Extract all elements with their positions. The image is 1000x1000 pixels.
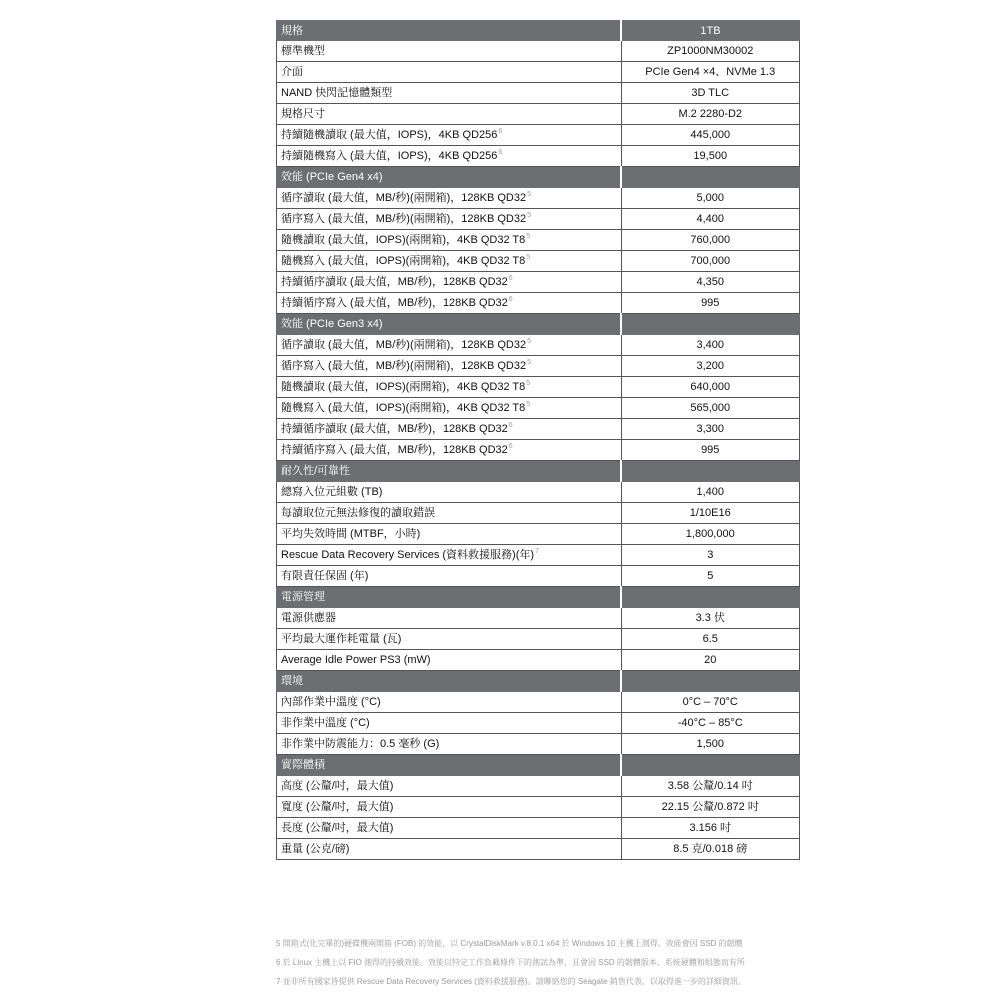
spec-value — [621, 671, 800, 692]
footnote-ref: 6 — [508, 422, 513, 429]
spec-label — [277, 818, 622, 839]
section-title — [277, 314, 622, 335]
spec-value: 3.3 伏 — [621, 608, 800, 629]
spec-row — [277, 335, 800, 356]
spec-value: 995 — [621, 293, 800, 314]
spec-value: 1,500 — [621, 734, 800, 755]
spec-row — [277, 692, 800, 713]
spec-row — [277, 713, 800, 734]
footnote-ref: 5 — [527, 359, 531, 366]
label-text: 隨機讀取 (最大值，IOPS)(兩開箱)，4KB QD32 T8 — [281, 381, 526, 393]
footnote-ref: 6 — [498, 128, 503, 135]
spec-value: M.2 2280-D2 — [621, 104, 800, 125]
section-title — [277, 755, 622, 776]
section-title — [277, 671, 622, 692]
spec-row — [277, 230, 800, 251]
spec-row — [277, 41, 800, 62]
section-header-row — [277, 167, 800, 188]
label-text: 環境 — [281, 675, 303, 687]
label-text: Rescue Data Recovery Services (資料救援服務)(年) — [281, 549, 535, 561]
spec-row — [277, 209, 800, 230]
spec-row — [277, 608, 800, 629]
label-text: 電源管理 — [281, 591, 325, 603]
footnote-ref: 5 — [527, 191, 531, 198]
spec-label — [277, 251, 622, 272]
spec-value: 760,000 — [621, 230, 800, 251]
spec-row — [277, 566, 800, 587]
spec-label — [277, 293, 622, 314]
spec-value — [621, 587, 800, 608]
footnote-ref: 5 — [526, 401, 531, 408]
section-header-row — [277, 21, 800, 41]
spec-row — [277, 650, 800, 671]
spec-label — [277, 713, 622, 734]
spec-label — [277, 272, 622, 293]
spec-value: 700,000 — [621, 251, 800, 272]
spec-row — [277, 482, 800, 503]
spec-value: 640,000 — [621, 377, 800, 398]
spec-value: 3 — [621, 545, 800, 566]
spec-row — [277, 818, 800, 839]
label-text: 每讀取位元無法修復的讀取錯誤 — [281, 507, 435, 519]
spec-label — [277, 482, 622, 503]
spec-label — [277, 440, 622, 461]
spec-row — [277, 146, 800, 167]
label-text: 規格尺寸 — [281, 108, 325, 120]
label-text: 總寫入位元組數 (TB) — [281, 486, 383, 498]
spec-label — [277, 650, 622, 671]
spec-label — [277, 734, 622, 755]
footnote-6: 6 於 Linux 主機上以 FIO 測得的持續效能。效能以特定工作負載條件下的測試為準，且會因 SSD 的韌體版本、系統硬體和組態而有所 — [276, 958, 745, 967]
spec-row — [277, 503, 800, 524]
spec-label — [277, 335, 622, 356]
label-text: 隨機寫入 (最大值，IOPS)(兩開箱)，4KB QD32 T8 — [281, 255, 526, 267]
spec-label — [277, 566, 622, 587]
spec-row — [277, 629, 800, 650]
spec-row — [277, 377, 800, 398]
section-header-row — [277, 461, 800, 482]
spec-value: 995 — [621, 440, 800, 461]
spec-label — [277, 797, 622, 818]
spec-value: 565,000 — [621, 398, 800, 419]
spec-label — [277, 503, 622, 524]
label-text: 循序讀取 (最大值，MB/秒)(兩開箱)，128KB QD32 — [281, 339, 527, 351]
spec-label — [277, 146, 622, 167]
label-text: 效能 (PCIe Gen3 x4) — [281, 318, 383, 330]
section-title — [277, 21, 622, 41]
label-text: 重量 (公克/磅) — [281, 843, 350, 855]
spec-label — [277, 62, 622, 83]
spec-row — [277, 251, 800, 272]
spec-label — [277, 188, 622, 209]
footnote-ref: 6 — [498, 149, 503, 156]
section-header-row — [277, 671, 800, 692]
spec-label — [277, 125, 622, 146]
spec-label — [277, 839, 622, 860]
spec-value: 4,350 — [621, 272, 800, 293]
spec-value: -40°C – 85°C — [621, 713, 800, 734]
spec-label — [277, 629, 622, 650]
label-text: 寬度 (公釐/吋，最大值) — [281, 801, 394, 813]
label-text: 電源供應器 — [281, 612, 336, 624]
spec-label — [277, 104, 622, 125]
label-text: 隨機寫入 (最大值，IOPS)(兩開箱)，4KB QD32 T8 — [281, 402, 526, 414]
spec-table — [276, 20, 800, 860]
label-text: 標準機型 — [281, 45, 325, 57]
spec-value: 22.15 公釐/0.872 吋 — [621, 797, 800, 818]
footnote-ref: 5 — [527, 212, 531, 219]
spec-value: 4,400 — [621, 209, 800, 230]
label-text: NAND 快閃記憶體類型 — [281, 87, 393, 99]
spec-row — [277, 545, 800, 566]
label-text: 循序寫入 (最大值，MB/秒)(兩開箱)，128KB QD32 — [281, 213, 527, 225]
spec-row — [277, 734, 800, 755]
label-text: 效能 (PCIe Gen4 x4) — [281, 171, 383, 183]
spec-value — [621, 461, 800, 482]
label-text: 有限責任保固 (年) — [281, 570, 369, 582]
spec-value: ZP1000NM30002 — [621, 41, 800, 62]
label-text: 高度 (公釐/吋，最大值) — [281, 780, 394, 792]
spec-value: 5 — [621, 566, 800, 587]
label-text: 耐久性/可靠性 — [281, 465, 351, 477]
spec-value: 19,500 — [621, 146, 800, 167]
label-text: 平均失效時間 (MTBF，小時) — [281, 528, 421, 540]
spec-label — [277, 608, 622, 629]
footnote-ref: 6 — [508, 296, 513, 303]
footnote-ref: 6 — [508, 443, 513, 450]
spec-label — [277, 419, 622, 440]
label-text: 長度 (公釐/吋，最大值) — [281, 822, 394, 834]
footnote-ref: 6 — [508, 275, 513, 282]
label-text: 循序寫入 (最大值，MB/秒)(兩開箱)，128KB QD32 — [281, 360, 527, 372]
spec-label — [277, 41, 622, 62]
label-text: 持續循序讀取 (最大值，MB/秒)，128KB QD32 — [281, 276, 508, 288]
spec-row — [277, 776, 800, 797]
spec-row — [277, 797, 800, 818]
spec-value: 5,000 — [621, 188, 800, 209]
spec-row — [277, 524, 800, 545]
spec-label — [277, 545, 622, 566]
section-header-row — [277, 314, 800, 335]
footnote-ref: 7 — [535, 548, 539, 555]
spec-value: 8.5 克/0.018 磅 — [621, 839, 800, 860]
label-text: 隨機讀取 (最大值，IOPS)(兩開箱)，4KB QD32 T8 — [281, 234, 526, 246]
spec-value: 445,000 — [621, 125, 800, 146]
label-text: 平均最大運作耗電量 (瓦) — [281, 633, 402, 645]
spec-value: 1TB — [621, 21, 800, 41]
spec-value: 3,200 — [621, 356, 800, 377]
spec-value — [621, 314, 800, 335]
label-text: 持續隨機讀取 (最大值，IOPS)，4KB QD256 — [281, 129, 498, 141]
label-text: 非作業中防震能力：0.5 毫秒 (G) — [281, 738, 440, 750]
section-title — [277, 461, 622, 482]
label-text: 內部作業中溫度 (°C) — [281, 696, 381, 708]
spec-row — [277, 125, 800, 146]
spec-label — [277, 230, 622, 251]
section-header-row — [277, 755, 800, 776]
footnote-ref: 5 — [526, 233, 531, 240]
spec-row — [277, 419, 800, 440]
spec-value: 3D TLC — [621, 83, 800, 104]
spec-row — [277, 62, 800, 83]
spec-value: 1/10E16 — [621, 503, 800, 524]
spec-value: 6.5 — [621, 629, 800, 650]
label-text: 循序讀取 (最大值，MB/秒)(兩開箱)，128KB QD32 — [281, 192, 527, 204]
spec-label — [277, 692, 622, 713]
spec-label — [277, 776, 622, 797]
label-text: Average Idle Power PS3 (mW) — [281, 654, 431, 666]
spec-value: 20 — [621, 650, 800, 671]
spec-value: 0°C – 70°C — [621, 692, 800, 713]
spec-value: 1,400 — [621, 482, 800, 503]
spec-label — [277, 209, 622, 230]
spec-row — [277, 188, 800, 209]
section-title — [277, 167, 622, 188]
footnote-ref: 5 — [526, 254, 531, 261]
footnotes — [276, 938, 816, 995]
spec-value: PCIe Gen4 ×4、NVMe 1.3 — [621, 62, 800, 83]
label-text: 實際體積 — [281, 759, 325, 771]
section-header-row — [277, 587, 800, 608]
label-text: 非作業中溫度 (°C) — [281, 717, 370, 729]
label-text: 持續循序讀取 (最大值，MB/秒)，128KB QD32 — [281, 423, 508, 435]
spec-table-body — [277, 21, 800, 860]
label-text: 持續循序寫入 (最大值，MB/秒)，128KB QD32 — [281, 444, 508, 456]
spec-value: 3.58 公釐/0.14 吋 — [621, 776, 800, 797]
spec-label — [277, 377, 622, 398]
label-text: 持續循序寫入 (最大值，MB/秒)，128KB QD32 — [281, 297, 508, 309]
spec-label — [277, 83, 622, 104]
spec-row — [277, 440, 800, 461]
spec-value — [621, 167, 800, 188]
spec-row — [277, 83, 800, 104]
spec-value: 3,400 — [621, 335, 800, 356]
spec-row — [277, 356, 800, 377]
spec-row — [277, 398, 800, 419]
spec-value: 1,800,000 — [621, 524, 800, 545]
footnote-ref: 5 — [527, 338, 531, 345]
spec-label — [277, 398, 622, 419]
section-title — [277, 587, 622, 608]
spec-label — [277, 356, 622, 377]
spec-value — [621, 755, 800, 776]
footnote-7: 7 並非所有國家皆提供 Rescue Data Recovery Services (資料救援服務)。請聯絡您的 Seagate 銷售代表，以取得進一步的詳細資訊。 — [276, 977, 746, 986]
spec-row — [277, 839, 800, 860]
footnote-ref: 5 — [526, 380, 531, 387]
footnote-5: 5 開箱式(化完畢的)硬碟機兩開箱 (FOB) 的效能，以 CrystalDiskMark v.8.0.1 x64 於 Windows 10 主機上測得。效能會因 SSD 的韌體 — [276, 939, 743, 948]
spec-row — [277, 293, 800, 314]
spec-row — [277, 104, 800, 125]
label-text: 規格 — [281, 24, 303, 37]
spec-value: 3,300 — [621, 419, 800, 440]
spec-label — [277, 524, 622, 545]
label-text: 持續隨機寫入 (最大值，IOPS)，4KB QD256 — [281, 150, 498, 162]
label-text: 介面 — [281, 66, 303, 78]
spec-row — [277, 272, 800, 293]
spec-value: 3.156 吋 — [621, 818, 800, 839]
